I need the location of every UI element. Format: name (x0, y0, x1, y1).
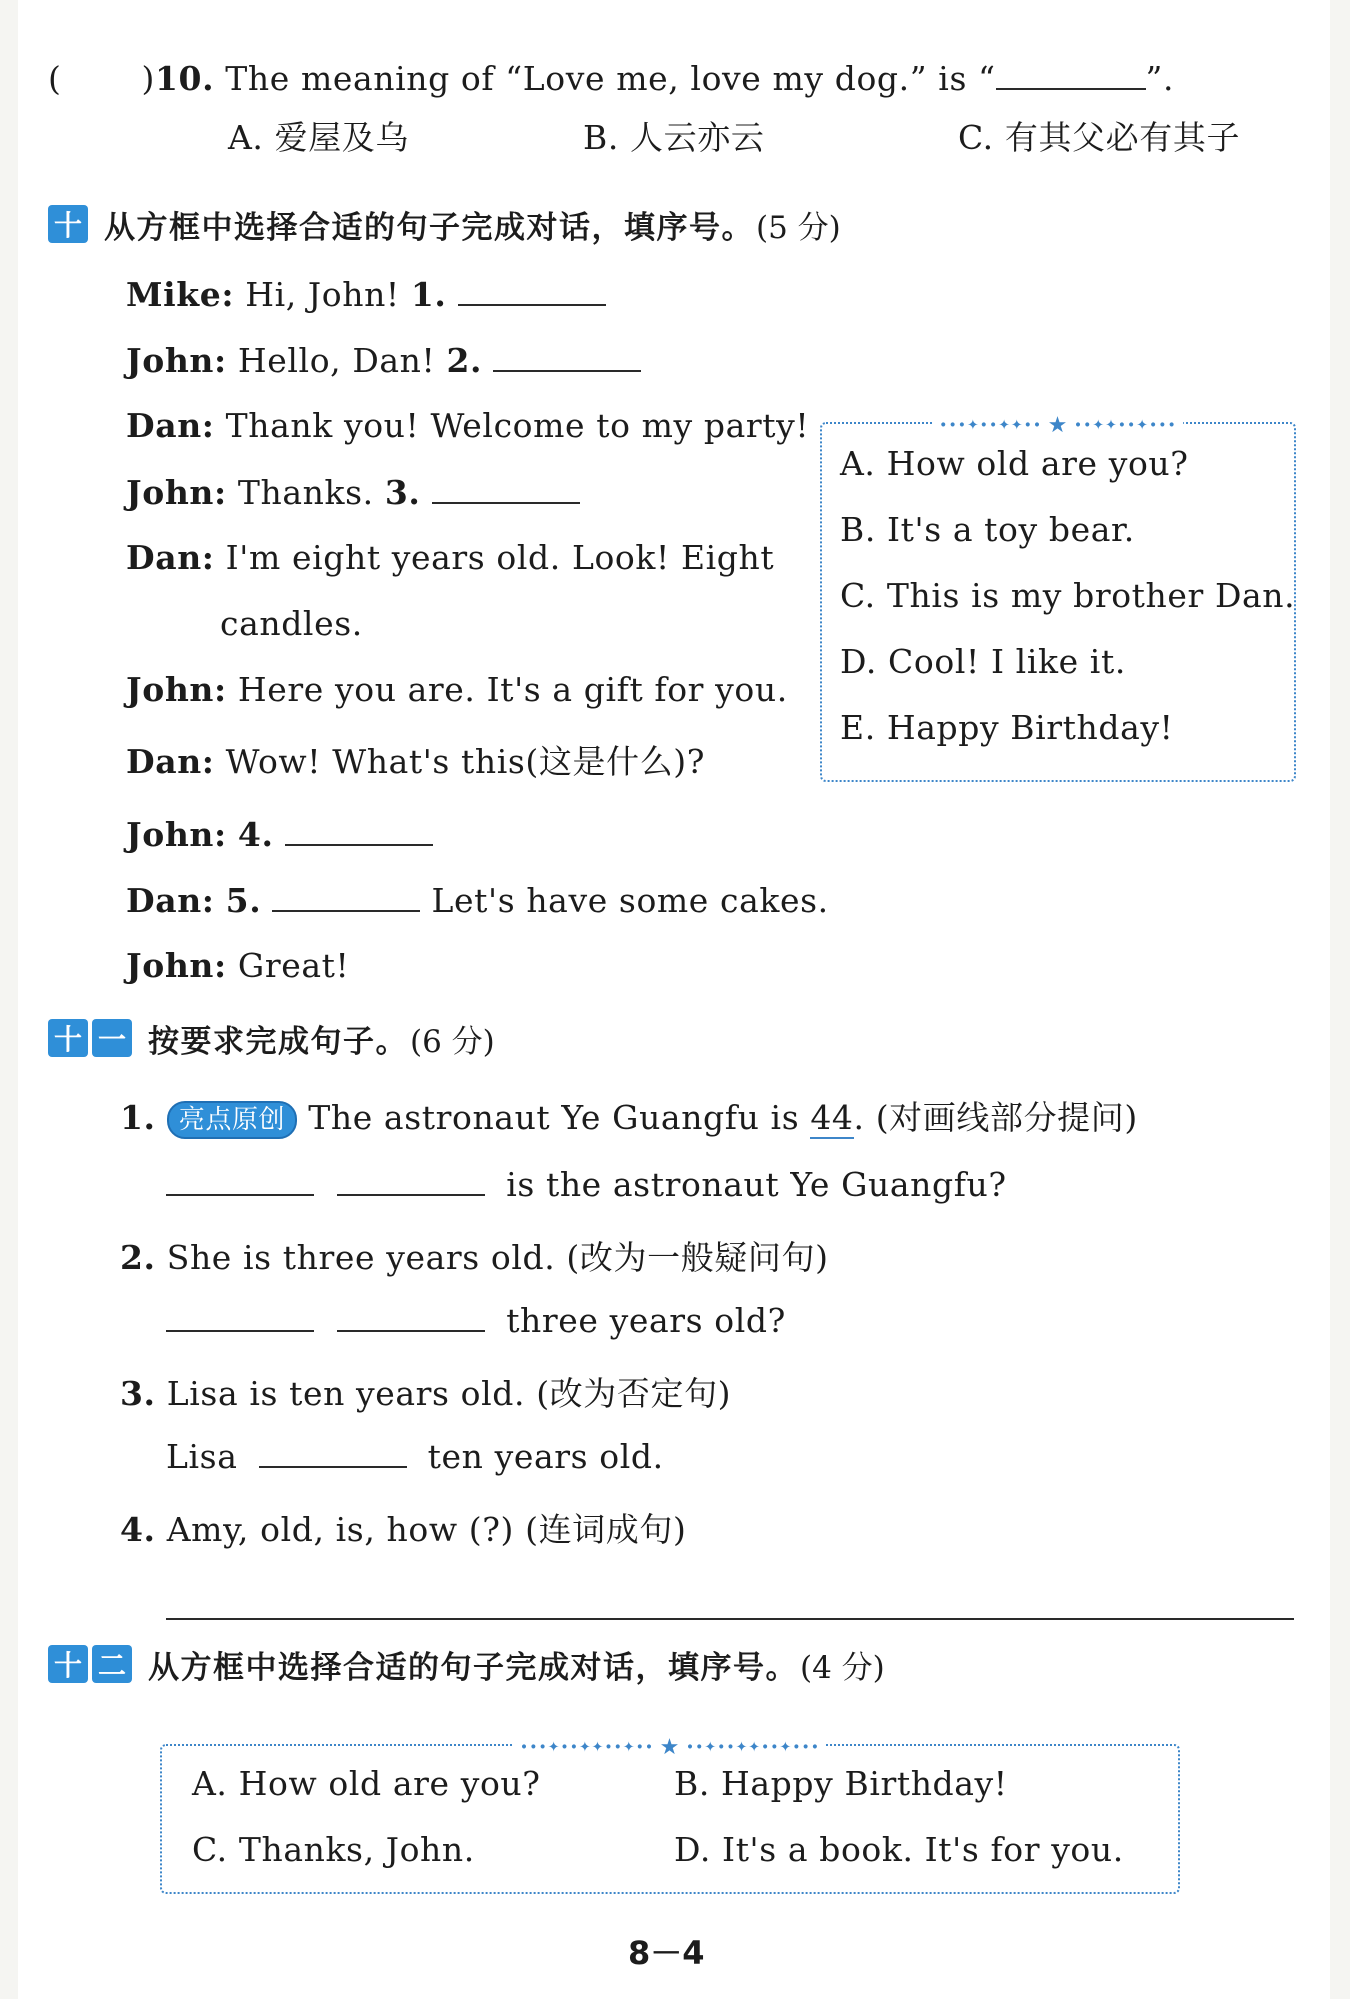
answer-blank[interactable] (166, 1300, 314, 1332)
blank-number: 4. (237, 815, 274, 854)
q10-paren-open: ( (48, 59, 62, 98)
option-e: E. Happy Birthday! (840, 708, 1174, 747)
q10-paren-close: ) (141, 59, 155, 98)
dialogue-blank-4[interactable] (285, 814, 433, 846)
answer-text: is the astronaut Ye Guangfu? (506, 1165, 1007, 1204)
blank-number: 1. (410, 275, 447, 314)
option-d: D. It's a book. It's for you. (674, 1830, 1124, 1869)
dialogue-line-10 (126, 946, 349, 985)
s11-item-2 (120, 1232, 829, 1279)
dialogue-blank-3[interactable] (432, 472, 580, 504)
answer-blank[interactable] (337, 1300, 485, 1332)
s11-item-1 (120, 1092, 1138, 1139)
option-b: B. It's a toy bear. (840, 510, 1135, 549)
s11-item-3 (120, 1368, 731, 1415)
underlined-number: 44 (810, 1098, 854, 1137)
box-star-decoration: •••✦••✦✦•• ★ ••✦✦••✦••• (933, 413, 1183, 438)
speaker-label: John: (126, 946, 227, 985)
s11-answer-3 (166, 1436, 664, 1476)
section-score: (4 分) (800, 1649, 885, 1686)
section-10-header (48, 204, 841, 244)
original-badge: 亮点原创 (167, 1101, 297, 1139)
speaker-label: John: (126, 670, 227, 709)
dialogue-blank-5[interactable] (272, 880, 420, 912)
dialogue-text: Thanks. (237, 473, 374, 512)
answer-blank[interactable] (259, 1436, 407, 1468)
item-number: 4. (120, 1510, 156, 1549)
dialogue-blank-1[interactable] (458, 274, 606, 306)
dialogue-text: I'm eight years old. Look! Eight (225, 538, 775, 577)
dialogue-line-9 (126, 880, 829, 920)
answer-text: Lisa (166, 1437, 238, 1476)
section-badge: 二 (92, 1645, 132, 1683)
speaker-label: Dan: (126, 881, 215, 920)
option-a: A. How old are you? (192, 1764, 541, 1803)
item-instruction: . (对画线部分提问) (853, 1098, 1138, 1137)
answer-blank[interactable] (166, 1164, 314, 1196)
speaker-label: Dan: (126, 538, 215, 577)
dialogue-line-2 (126, 340, 641, 380)
answer-text: ten years old. (427, 1437, 664, 1476)
q10-option-b: B. 人云亦云 (583, 118, 765, 157)
dialogue-text: Hello, Dan! (237, 341, 436, 380)
section-title: 按要求完成句子。 (148, 1023, 408, 1060)
q10-text: The meaning of “Love me, love my dog.” is “ (225, 59, 996, 98)
speaker-label: John: (126, 473, 227, 512)
blank-number: 5. (225, 881, 262, 920)
speaker-label: John: (126, 341, 227, 380)
s11-answer-2 (166, 1300, 786, 1340)
dialogue-text: Thank you! Welcome to my party! (225, 406, 810, 445)
item-number: 2. (120, 1238, 156, 1277)
option-b: B. Happy Birthday! (674, 1764, 1008, 1803)
page-number: 8－4 (628, 1934, 705, 1972)
blank-number: 2. (446, 341, 483, 380)
option-a: A. How old are you? (840, 444, 1189, 483)
q10-blank[interactable] (996, 58, 1146, 90)
item-text: Lisa is ten years old. (改为否定句) (166, 1374, 732, 1413)
dialogue-line-5 (126, 538, 774, 577)
section-badge: 十 (48, 205, 88, 243)
dialogue-line-1 (126, 274, 606, 314)
section-10-option-box (820, 413, 1296, 782)
dialogue-text: Hi, John! (245, 275, 400, 314)
item-number: 3. (120, 1374, 156, 1413)
dialogue-text: Great! (237, 946, 350, 985)
section-11-header (48, 1018, 495, 1058)
dialogue-line-8 (126, 814, 433, 854)
blank-number: 3. (384, 473, 421, 512)
section-12-option-box (160, 1735, 1180, 1894)
q10-option-c: C. 有其父必有其子 (958, 118, 1241, 157)
section-12-header (48, 1644, 885, 1684)
section-title: 从方框中选择合适的句子完成对话，填序号。 (148, 1649, 798, 1686)
dialogue-text: Wow! What's this(这是什么)? (225, 742, 706, 781)
q10-number: 10. (154, 59, 215, 98)
s11-item-4 (120, 1504, 686, 1551)
speaker-label: Dan: (126, 406, 215, 445)
worksheet-page (18, 0, 1330, 1999)
s11-answer-1 (166, 1164, 1007, 1204)
dialogue-line-4 (126, 472, 580, 512)
answer-blank[interactable] (337, 1164, 485, 1196)
item-text: The astronaut Ye Guangfu is (308, 1098, 811, 1137)
dialogue-line-7 (126, 736, 705, 783)
box-star-decoration: •••✦••✦✦••✦•• ★ ••✦••✦✦••✦••• (514, 1735, 826, 1760)
q10-line (48, 58, 1174, 98)
option-c: C. Thanks, John. (192, 1830, 475, 1869)
item-text: She is three years old. (改为一般疑问句) (166, 1238, 829, 1277)
section-score: (6 分) (410, 1023, 495, 1060)
section-badge: 一 (92, 1019, 132, 1057)
dialogue-text: Let's have some cakes. (431, 881, 829, 920)
section-badge: 十 (48, 1019, 88, 1057)
dialogue-blank-2[interactable] (493, 340, 641, 372)
dialogue-line-3 (126, 406, 809, 445)
dialogue-line-5-cont: candles. (220, 604, 363, 643)
answer-text: three years old? (506, 1301, 786, 1340)
speaker-label: Dan: (126, 742, 215, 781)
item-text: Amy, old, is, how (?) (连词成句) (166, 1510, 687, 1549)
speaker-label: John: (126, 815, 227, 854)
q10-text-end: ”. (1145, 59, 1175, 98)
section-badge: 十 (48, 1645, 88, 1683)
speaker-label: Mike: (126, 275, 235, 314)
answer-line[interactable] (166, 1618, 1294, 1620)
dialogue-text: Here you are. It's a gift for you. (237, 670, 788, 709)
section-title: 从方框中选择合适的句子完成对话，填序号。 (104, 209, 754, 246)
option-c: C. This is my brother Dan. (840, 576, 1296, 615)
dialogue-line-6 (126, 670, 788, 709)
option-d: D. Cool! I like it. (840, 642, 1126, 681)
q10-option-a: A. 爱屋及乌 (228, 118, 410, 157)
item-number: 1. (120, 1098, 156, 1137)
section-score: (5 分) (756, 209, 841, 246)
